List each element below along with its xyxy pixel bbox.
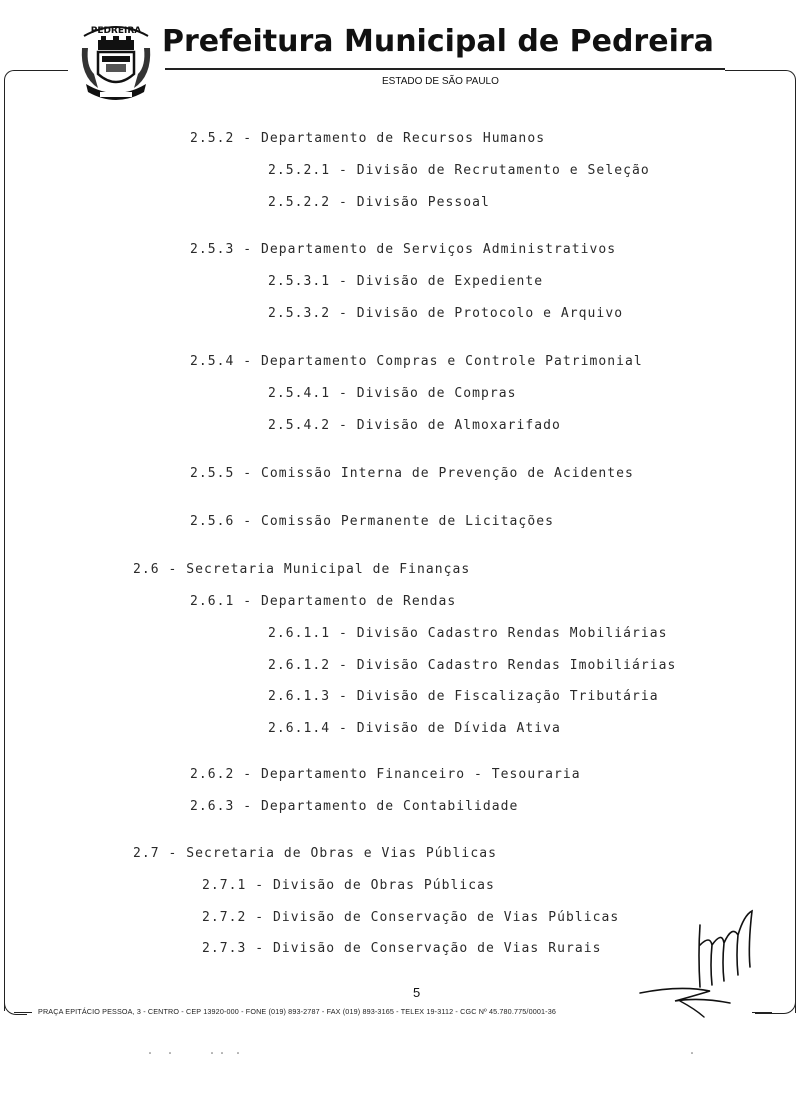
list-item: 2.5.4.2 - Divisão de Almoxarifado	[268, 418, 561, 433]
municipal-crest-icon	[76, 18, 156, 104]
page-subtitle: ESTADO DE SÃO PAULO	[382, 76, 499, 87]
list-item: 2.5.4.1 - Divisão de Compras	[268, 386, 517, 401]
list-item: 2.6.1.3 - Divisão de Fiscalização Tributária	[268, 689, 659, 704]
page-title: Prefeitura Municipal de Pedreira	[162, 24, 714, 59]
list-item: 2.6.1.2 - Divisão Cadastro Rendas Imobiliárias	[268, 658, 677, 673]
footer-rule-right	[752, 1012, 772, 1013]
header-rule-left	[14, 70, 68, 71]
list-item: 2.6.2 - Departamento Financeiro - Tesouraria	[190, 767, 581, 782]
list-item: 2.6 - Secretaria Municipal de Finanças	[133, 562, 471, 577]
list-item: 2.7.3 - Divisão de Conservação de Vias Rurais	[202, 941, 602, 956]
list-item: 2.5.2.2 - Divisão Pessoal	[268, 195, 490, 210]
footer-address: PRAÇA EPITÁCIO PESSOA, 3 - CENTRO - CEP 13920-000 - FONE (019) 893-2787 - FAX (019) 893-3165 - TELEX 19-3112 - CGC Nº 45.780.775/0001-36	[38, 1007, 556, 1016]
list-item: 2.5.3.2 - Divisão de Protocolo e Arquivo	[268, 306, 624, 321]
footer-rule-left	[14, 1012, 32, 1013]
list-item: 2.5.2.1 - Divisão de Recrutamento e Seleção	[268, 163, 650, 178]
list-item: 2.6.1.1 - Divisão Cadastro Rendas Mobiliárias	[268, 626, 668, 641]
list-item: 2.7 - Secretaria de Obras e Vias Públicas	[133, 846, 497, 861]
crest-text: PEDREIRA	[90, 26, 142, 36]
list-item: 2.7.2 - Divisão de Conservação de Vias Públicas	[202, 910, 620, 925]
list-item: 2.5.5 - Comissão Interna de Prevenção de Acidentes	[190, 466, 634, 481]
signature-icon	[620, 905, 770, 1020]
header-rule	[165, 68, 725, 70]
list-item: 2.5.3.1 - Divisão de Expediente	[268, 274, 544, 289]
page-border-right	[725, 70, 796, 1013]
list-item: 2.5.6 - Comissão Permanente de Licitações	[190, 514, 554, 529]
page-border-left	[4, 70, 15, 1011]
list-item: 2.7.1 - Divisão de Obras Públicas	[202, 878, 495, 893]
list-item: 2.5.3 - Departamento de Serviços Administrativos	[190, 242, 617, 257]
page-number: 5	[413, 985, 421, 1000]
list-item: 2.5.4 - Departamento Compras e Controle Patrimonial	[190, 354, 643, 369]
list-item: 2.6.1 - Departamento de Rendas	[190, 594, 457, 609]
list-item: 2.5.2 - Departamento de Recursos Humanos	[190, 131, 546, 146]
list-item: 2.6.1.4 - Divisão de Dívida Ativa	[268, 721, 561, 736]
list-item: 2.6.3 - Departamento de Contabilidade	[190, 799, 519, 814]
scan-specks	[140, 1050, 700, 1056]
